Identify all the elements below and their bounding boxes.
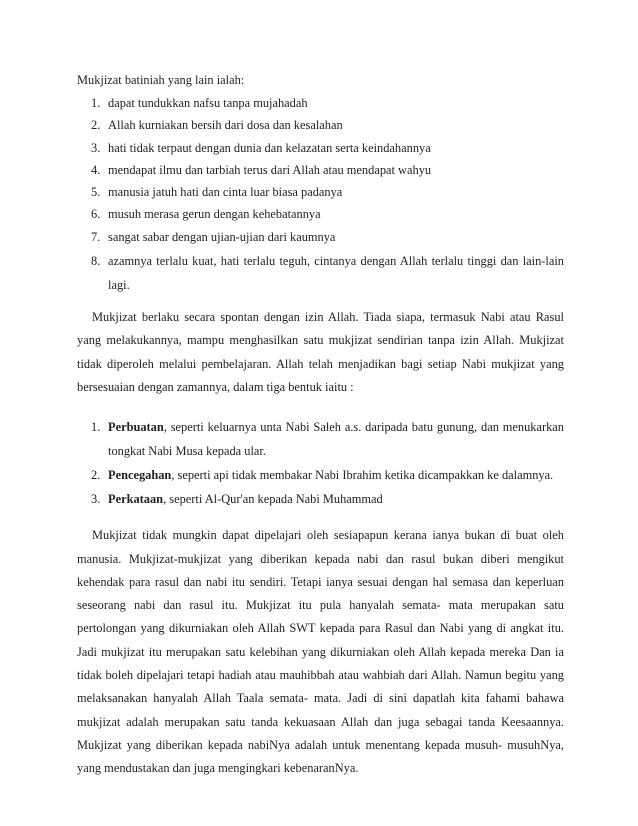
list-item-text: sangat sabar dengan ujian-ujian dari kaumnya bbox=[108, 229, 336, 244]
list-item-text: , seperti Al-Qur'an kepada Nabi Muhammad bbox=[163, 492, 383, 507]
list-item bbox=[77, 415, 564, 463]
list-number: 8. bbox=[91, 254, 101, 269]
list-item-text: , seperti keluarnya unta Nabi Saleh a.s. daripada batu gunung, dan menukarkan tongkat Nabi Musa kepada ular. bbox=[108, 420, 564, 459]
batiniah-list bbox=[77, 93, 564, 297]
list-item-text: mendapat ilmu dan tarbiah terus dari Allah atau mendapat wahyu bbox=[108, 162, 432, 177]
list-item bbox=[77, 249, 564, 297]
list-term: Pencegahan bbox=[108, 468, 172, 483]
list-item bbox=[77, 115, 564, 135]
list-item-text: azamnya terlalu kuat, hati terlalu teguh, cintanya dengan Allah terlalu tinggi dan lain-lain lagi. bbox=[108, 254, 564, 293]
list-number: 2. bbox=[91, 468, 101, 483]
list-number: 2. bbox=[91, 118, 101, 133]
list-item-text: manusia jatuh hati dan cinta luar biasa padanya bbox=[108, 185, 343, 200]
list-term: Perbuatan bbox=[108, 420, 164, 435]
list-item bbox=[77, 93, 564, 113]
list-number: 3. bbox=[91, 492, 101, 507]
list-number: 7. bbox=[91, 229, 101, 244]
list-item bbox=[77, 160, 564, 180]
list-item bbox=[77, 182, 564, 202]
list-number: 3. bbox=[91, 140, 101, 155]
list-item bbox=[77, 204, 564, 224]
list-item-text: hati tidak terpaut dengan dunia dan kelazatan serta keindahannya bbox=[108, 140, 431, 155]
list-item-text: musuh merasa gerun dengan kehebatannya bbox=[108, 207, 321, 222]
list-number: 5. bbox=[91, 185, 101, 200]
list-item bbox=[77, 227, 564, 247]
list-item bbox=[77, 487, 564, 511]
list-number: 1. bbox=[91, 96, 101, 110]
mukjizat-forms-list bbox=[77, 415, 564, 511]
list-item bbox=[77, 463, 564, 487]
list-item-text: , seperti api tidak membakar Nabi Ibrahim ketika dicampakkan ke dalamnya. bbox=[171, 468, 554, 483]
list-item-text: dapat tundukkan nafsu tanpa mujahadah bbox=[108, 96, 308, 110]
list-term: Perkataan bbox=[108, 492, 164, 507]
list-item bbox=[77, 138, 564, 158]
paragraph-cannot-learn: Mukjizat tidak mungkin dapat dipelajari oleh sesiapapun kerana ianya bukan di buat oleh manusia. Mukjizat-mukjizat yang diberikan kepada nabi dan rasul bukan diberi mengikut kehendak para rasul dan nabi itu sendiri. Tetapi ianya sesuai dengan hal semasa dan keperluan seseorang nabi dan rasul itu. Mukjizat itu pula hanyalah semata- mata merupakan satu pertolongan yang dikurniakan oleh Allah SWT kepada para Rasul dan Nabi yang di angkat itu. Jadi mukjizat itu merupakan satu kelebihan yang dikurniakan oleh Allah kepada mereka Dan ia tidak boleh dipelajari tetapi hadiah atau mauhibbah atau wahbiah dari Allah. Namun begitu yang melaksanakan hanyalah Allah Taala semata- mata. Jadi di sini dapatlah kita fahami bahawa mukjizat adalah merupakan satu tanda kekuasaan Allah dan juga sebagai tanda Keesaannya. Mukjizat yang diberikan kepada nabiNya adalah untuk menentang kepada musuh- musuhNya, yang mendustakan dan juga mengingkari kebenaranNya. bbox=[77, 528, 564, 776]
list-number: 1. bbox=[91, 420, 101, 435]
list-item-text: Allah kurniakan bersih dari dosa dan kesalahan bbox=[108, 118, 343, 133]
intro-line: Mukjizat batiniah yang lain ialah: bbox=[77, 73, 245, 87]
document-page bbox=[77, 70, 564, 781]
list-number: 6. bbox=[91, 207, 101, 222]
paragraph-spontaneous: Mukjizat berlaku secara spontan dengan izin Allah. Tiada siapa, termasuk Nabi atau Rasul yang melakukannya, mampu menghasilkan satu mukjizat sendirian tanpa izin Allah. Mukjizat tidak diperoleh melalui pembelajaran. Allah telah menjadikan bagi setiap Nabi mukjizat yang bersesuaian dengan zamannya, dalam tiga bentuk iaitu : bbox=[77, 310, 564, 394]
list-number: 4. bbox=[91, 162, 101, 177]
